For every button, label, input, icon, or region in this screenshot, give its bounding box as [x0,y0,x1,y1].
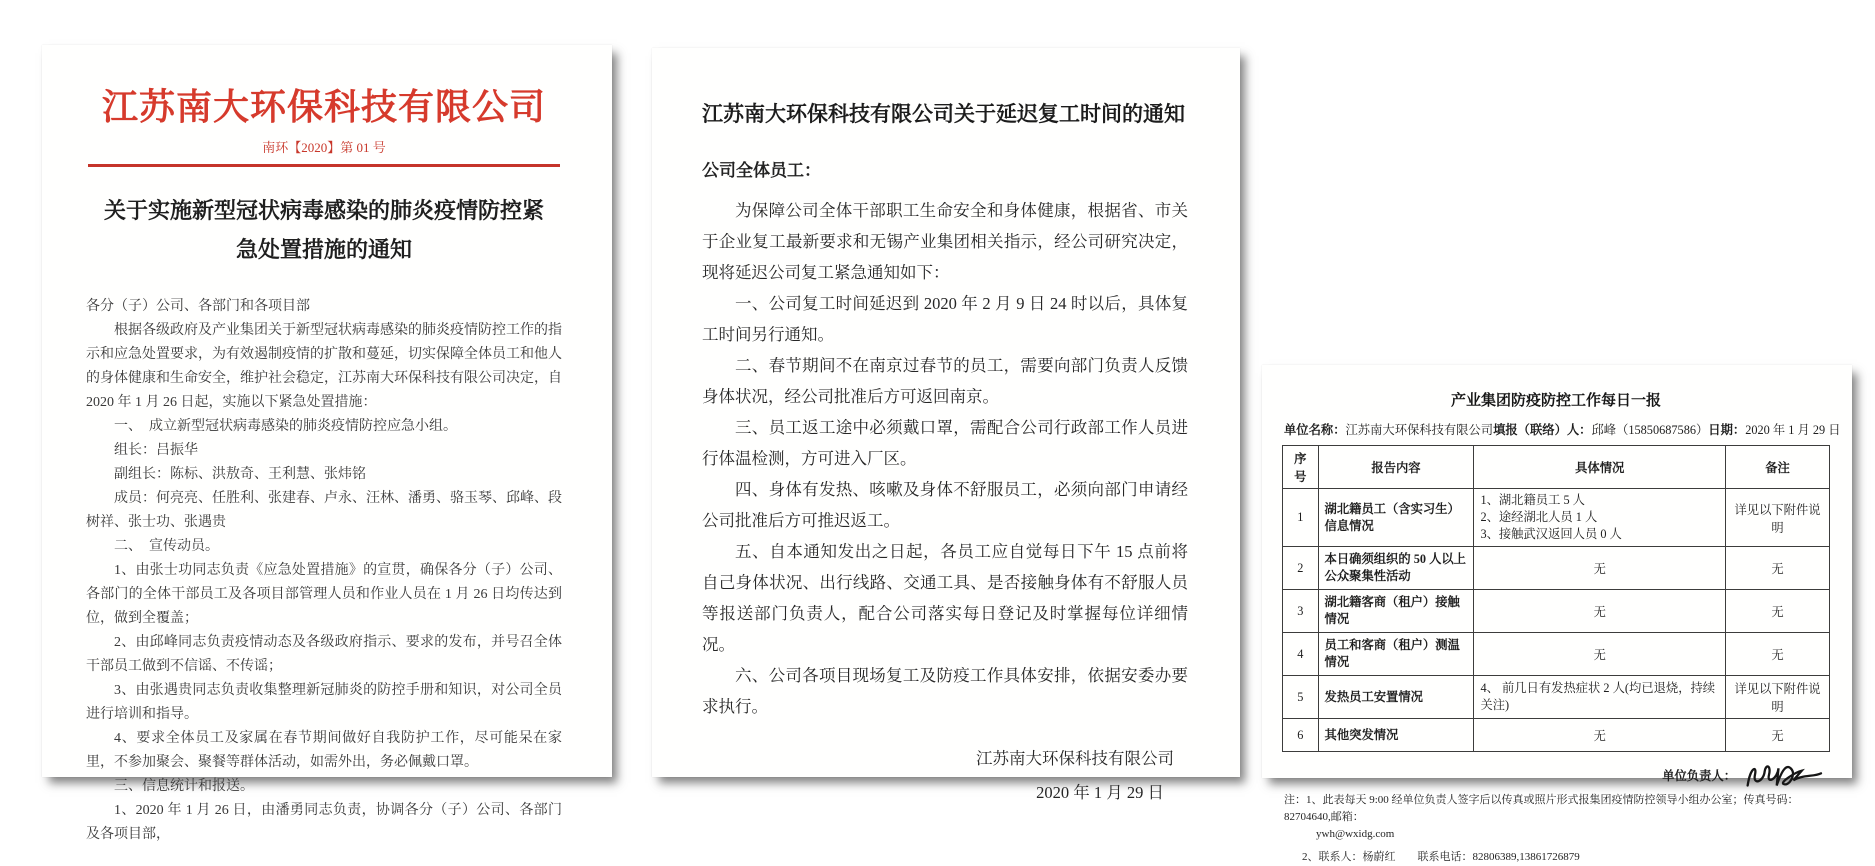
notice-title-line1: 关于实施新型冠状病毒感染的肺炎疫情防控紧 [103,198,544,223]
row-no: 4 [1283,633,1319,676]
row-content: 湖北籍客商（租户）接触情况 [1318,590,1474,633]
unit-responsible-line [1288,760,1824,790]
row-content: 湖北籍员工（含实习生）信息情况 [1318,489,1474,547]
body-paragraph: 组长：吕振华 [114,443,198,458]
document-number: 南环【2020】第 01 号 [262,140,386,155]
row-no: 2 [1283,547,1319,590]
table-row [1283,633,1830,676]
detail-line: 2、途经湖北人员 1 人 [1480,510,1598,524]
notice-title [86,191,562,269]
body-paragraph: 根据各级政府及产业集团关于新型冠状病毒感染的肺炎疫情防控工作的指示和应急处置要求，为有效遏制疫情的扩散和蔓延，切实保障全体员工和他人的身体健康和生命安全，维护社会稳定，江苏南大环保科技有限公司决定，自 2020 年 1 月 26 日起，实施以下紧急处置措施： [86,323,562,410]
signature-company: 江苏南大环保科技有限公司 [976,749,1174,768]
row-remark: 无 [1726,547,1830,590]
body-paragraph: 五、自本通知发出之日起，各员工应自觉每日下午 15 点前将自己身体状况、出行线路、交通工具、是否接触身体有不舒服人员等报送部门负责人，配合公司落实每日登记及时掌握每位详细情况。 [702,542,1188,654]
row-remark: 详见以下附件说明 [1726,489,1830,547]
row-content: 发热员工安置情况 [1318,676,1474,719]
body-paragraph: 1、由张士功同志负责《应急处置措施》的宣贯，确保各分（子）公司、各部门的全体干部员工及各项目部管理人员和作业人员在 1 月 26 日均传达到位，做到全覆盖； [86,563,562,626]
table-row [1283,719,1830,752]
report-date [1708,420,1840,438]
daily-report-page [1262,365,1852,863]
row-detail: 无 [1474,590,1726,633]
reporter-label: 填报（联络）人： [1493,423,1592,437]
company-letterhead-title: 江苏南大环保科技有限公司 [101,87,546,127]
body-paragraph: 1、2020 年 1 月 26 日，由潘勇同志负责，协调各分（子）公司、各部门及各项目部， [86,803,562,842]
row-detail: 无 [1474,719,1726,752]
resumption-salutation: 公司全体员工： [702,161,821,180]
unit-name [1284,420,1493,438]
signature-block [702,742,1188,810]
body-paragraph: 一、公司复工时间延迟到 2020 年 2 月 9 日 24 时以后，具体复工时间另行通知。 [702,294,1188,344]
row-no: 5 [1283,676,1319,719]
body-paragraph: 一、 成立新型冠状病毒感染的肺炎疫情防控应急小组。 [114,419,457,434]
col-header-content: 报告内容 [1318,446,1474,489]
note-line: 2、联系人：杨蔚红 联系电话：82806389,13861726879 [1302,851,1580,863]
body-paragraph: 六、公司各项目现场复工及防疫工作具体安排，依据安委办要求执行。 [702,666,1188,716]
row-detail [1474,489,1726,547]
unit-name-label: 单位名称： [1284,423,1346,437]
note-line: 注：1、此表每天 9:00 经单位负责人签字后以传真或照片形式报集团疫情防控领导小组办公室；传真号码：82704640,邮箱： [1284,794,1799,823]
row-content: 其他突发情况 [1318,719,1474,752]
body-paragraph: 成员：何亮亮、任胜利、张建春、卢永、汪林、潘勇、骆玉琴、邱峰、段树祥、张士功、张遇贵 [86,491,562,530]
report-info-line [1284,420,1841,438]
body-paragraph: 4、要求全体员工及家属在春节期间做好自我防护工作，尽可能呆在家里，不参加聚会、聚餐等群体活动，如需外出，务必佩戴口罩。 [86,731,562,770]
page2-content [652,48,1240,810]
body-paragraph: 副组长：陈标、洪敖奇、王利慧、张炜铭 [114,467,366,482]
row-detail: 4、 前几日有发热症状 2 人(均已退烧，持续关注) [1474,676,1726,719]
date-label: 日期： [1708,423,1746,437]
unit-name-value: 江苏南大环保科技有限公司 [1345,423,1494,437]
col-header-detail: 具体情况 [1474,446,1726,489]
notice-body [86,295,562,847]
body-paragraph: 二、春节期间不在南京过春节的员工，需要向部门负责人反馈身体状况，经公司批准后方可返回南京。 [702,356,1188,406]
note-line: ywh@wxidg.com [1316,828,1395,840]
detail-line: 1、湖北籍员工 5 人 [1480,493,1585,507]
col-header-remark: 备注 [1726,446,1830,489]
body-paragraph: 2、由邱峰同志负责疫情动态及各级政府指示、要求的发布，并号召全体干部员工做到不信谣、不传谣； [86,635,562,674]
row-remark: 详见以下附件说明 [1726,676,1830,719]
row-detail: 无 [1474,633,1726,676]
col-header-no: 序号 [1283,446,1319,489]
row-content: 员工和客商（租户）测温情况 [1318,633,1474,676]
table-row [1283,547,1830,590]
body-paragraph: 二、 宣传动员。 [114,539,219,554]
row-remark: 无 [1726,590,1830,633]
table-header-row [1283,446,1830,489]
table-row [1283,489,1830,547]
notice-title-line2: 急处置措施的通知 [235,237,412,262]
signature-image [1741,757,1825,793]
body-paragraph: 3、由张遇贵同志负责收集整理新冠肺炎的防控手册和知识，对公司全员进行培训和指导。 [86,683,562,722]
report-notes [1282,792,1830,866]
reporter-value: 邱峰（15850687586） [1591,423,1709,437]
body-paragraph: 三、员工返工途中必须戴口罩，需配合公司行政部工作人员进行体温检测，方可进入厂区。 [702,418,1188,468]
row-content: 本日确须组织的 50 人以上公众聚集性活动 [1318,547,1474,590]
table-row [1283,676,1830,719]
row-no: 1 [1283,489,1319,547]
row-no: 3 [1283,590,1319,633]
delayed-resumption-notice-page [652,48,1240,802]
unit-responsible-label: 单位负责人： [1662,769,1736,783]
page1-content [42,45,612,847]
report-title: 产业集团防疫防控工作每日一报 [1450,393,1661,409]
red-divider-line [88,164,560,167]
resumption-notice-heading: 江苏南大环保科技有限公司关于延迟复工时间的通知 [702,103,1185,126]
page3-content [1262,365,1852,866]
emergency-measures-notice-page [42,45,612,842]
salutation: 各分（子）公司、各部门和各项目部 [86,299,310,314]
detail-line: 3、接触武汉返回人员 0 人 [1480,527,1622,541]
signature-date: 2020 年 1 月 29 日 [1036,783,1164,802]
table-row [1283,590,1830,633]
body-paragraph: 三、信息统计和报送。 [114,779,254,794]
row-remark: 无 [1726,719,1830,752]
row-remark: 无 [1726,633,1830,676]
date-value: 2020 年 1 月 29 日 [1745,423,1841,437]
row-detail: 无 [1474,547,1726,590]
reporter [1493,420,1708,438]
body-paragraph: 为保障公司全体干部职工生命安全和身体健康，根据省、市关于企业复工最新要求和无锡产业集团相关指示，经公司研究决定，现将延迟公司复工紧急通知如下： [702,201,1188,282]
body-paragraph: 四、身体有发热、咳嗽及身体不舒服员工，必须向部门申请经公司批准后方可推迟返工。 [702,480,1188,530]
row-no: 6 [1283,719,1319,752]
resumption-body [702,195,1188,722]
daily-report-table [1282,445,1830,752]
